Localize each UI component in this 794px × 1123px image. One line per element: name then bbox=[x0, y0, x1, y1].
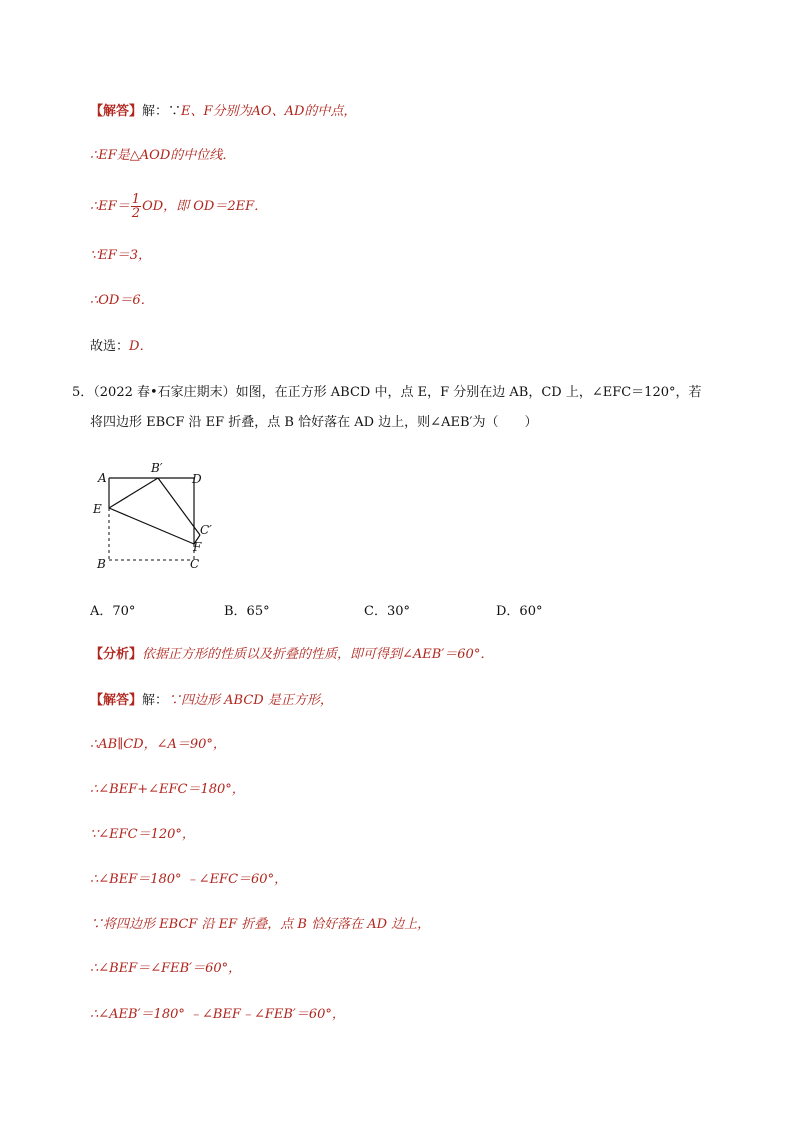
solution-2-line-1: 【解答】解：∵四边形 ABCD 是正方形， bbox=[90, 693, 333, 708]
solution-1-answer: 故选：D． bbox=[90, 339, 153, 354]
solution-2-line-7: ∴∠BEF＝∠FEB′＝60°， bbox=[90, 961, 242, 976]
solution-2-line-2: ∴AB∥CD，∠A＝90°， bbox=[90, 737, 226, 752]
label-F: F bbox=[193, 540, 202, 554]
label-D: D bbox=[192, 472, 202, 486]
label-B-prime: B′ bbox=[151, 461, 163, 475]
solution-2-line-3: ∴∠BEF+∠EFC＝180°， bbox=[90, 782, 245, 797]
edge-EB-prime bbox=[109, 478, 158, 508]
question-5-line-1: 5．（2022 春•石家庄期末）如图，在正方形 ABCD 中，点 E，F 分别在边 AB，CD 上，∠EFC＝120°，若 bbox=[72, 385, 702, 400]
option-b: B．65° bbox=[224, 604, 270, 619]
question-5-line-2: 将四边形 EBCF 沿 EF 折叠，点 B 恰好落在 AD 边上，则∠AEB′为（ ） bbox=[90, 415, 538, 430]
option-d: D．60° bbox=[496, 604, 543, 619]
option-a: A．70° bbox=[90, 604, 136, 619]
solution-2-line-6: ∵将四边形 EBCF 沿 EF 折叠，点 B 恰好落在 AD 边上， bbox=[90, 917, 431, 932]
solution-1-line-2: ∴EF是△AOD的中位线． bbox=[90, 148, 236, 163]
label-C: C bbox=[190, 557, 200, 571]
solution-1-line-4: ∵EF＝3， bbox=[90, 248, 152, 263]
label-B: B bbox=[97, 557, 106, 571]
label-C-prime: C′ bbox=[200, 523, 212, 537]
solution-1-line-1: 【解答】解：∵E、F分别为AO、AD的中点， bbox=[90, 104, 357, 119]
geometry-figure bbox=[88, 455, 228, 580]
solution-tag: 【解答】 bbox=[90, 693, 143, 708]
analysis-line: 【分析】依据正方形的性质以及折叠的性质，即可得到∠AEB′＝60°． bbox=[90, 647, 494, 662]
analysis-tag: 【分析】 bbox=[90, 647, 143, 662]
solution-1-line-5: ∴OD＝6． bbox=[90, 293, 154, 308]
fraction-half: $\frac{1}{2}$ bbox=[131, 192, 141, 221]
solution-tag: 【解答】 bbox=[90, 104, 143, 119]
solution-2-line-4: ∵∠EFC＝120°， bbox=[90, 827, 195, 842]
label-A: A bbox=[98, 471, 107, 485]
label-E: E bbox=[93, 502, 102, 516]
solution-1-line-3: ∴EF＝ $\frac{1}{2}$ OD，即 OD＝2EF． bbox=[90, 192, 268, 221]
option-c: C．30° bbox=[364, 604, 410, 619]
solution-2-line-8: ∴∠AEB′＝180° ﹣∠BEF﹣∠FEB′＝60°， bbox=[90, 1007, 345, 1022]
edge-EF bbox=[109, 508, 194, 544]
solution-2-line-5: ∴∠BEF＝180° ﹣∠EFC＝60°， bbox=[90, 872, 288, 887]
